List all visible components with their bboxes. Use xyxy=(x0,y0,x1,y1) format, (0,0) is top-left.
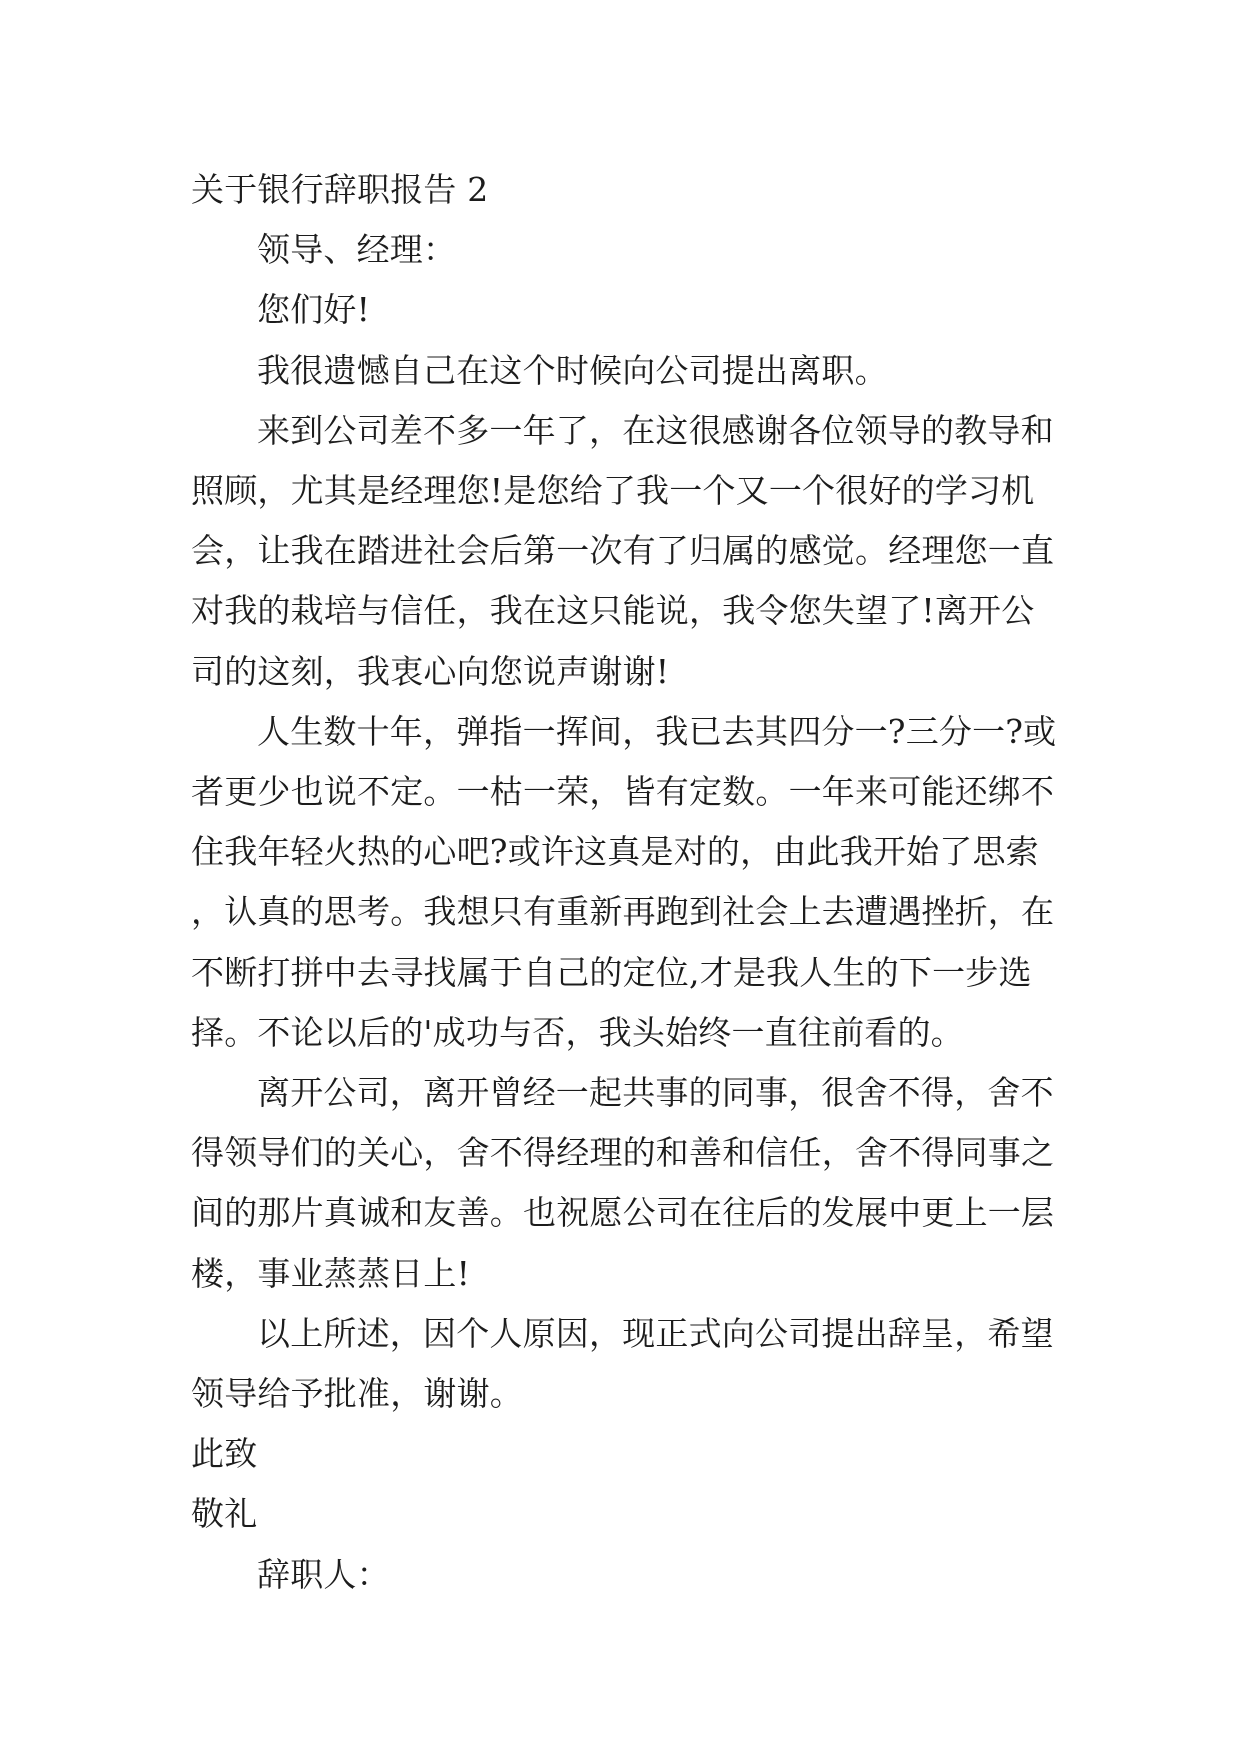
signature-label: 辞职人： xyxy=(257,1554,390,1594)
paragraph-gratitude: 来到公司差不多一年了，在这很感谢各位领导的教导和照顾，尤其是经理您!是您给了我一个又一个很好的学习机会，让我在踏进社会后第一次有了归属的感觉。经理您一直对我的栽培与信任，我在这只能说，我令您失望了!离开公司的这刻，我衷心向您说声谢谢! xyxy=(191,410,1055,691)
paragraph-farewell: 离开公司，离开曾经一起共事的同事，很舍不得，舍不得领导们的关心，舍不得经理的和善和信任，舍不得同事之间的那片真诚和友善。也祝愿公司在往后的发展中更上一层楼，事业蒸蒸日上! xyxy=(191,1073,1055,1293)
greeting: 您们好! xyxy=(257,290,371,330)
letter-body xyxy=(191,160,1063,1605)
salutation: 领导、经理： xyxy=(257,230,457,270)
closing-jingli: 敬礼 xyxy=(191,1494,258,1534)
paragraph-resignation-intent: 我很遗憾自己在这个时候向公司提出离职。 xyxy=(257,350,888,390)
paragraph-request: 以上所述，因个人原因，现正式向公司提出辞呈，希望领导给予批准，谢谢。 xyxy=(191,1313,1054,1414)
paragraph-reflection: 人生数十年，弹指一挥间，我已去其四分一?三分一?或者更少也说不定。一枯一荣，皆有定数。一年来可能还绑不住我年轻火热的心吧?或许这真是对的，由此我开始了思索，认真的思考。我想只有重新再跑到社会上去遭遇挫折，在不断打拼中去寻找属于自己的定位,才是我人生的下一步选择。不论以后的'成功与否，我头始终一直往前看的。 xyxy=(191,711,1057,1052)
document-title: 关于银行辞职报告 2 xyxy=(191,170,489,209)
closing-cizhi: 此致 xyxy=(191,1434,258,1474)
